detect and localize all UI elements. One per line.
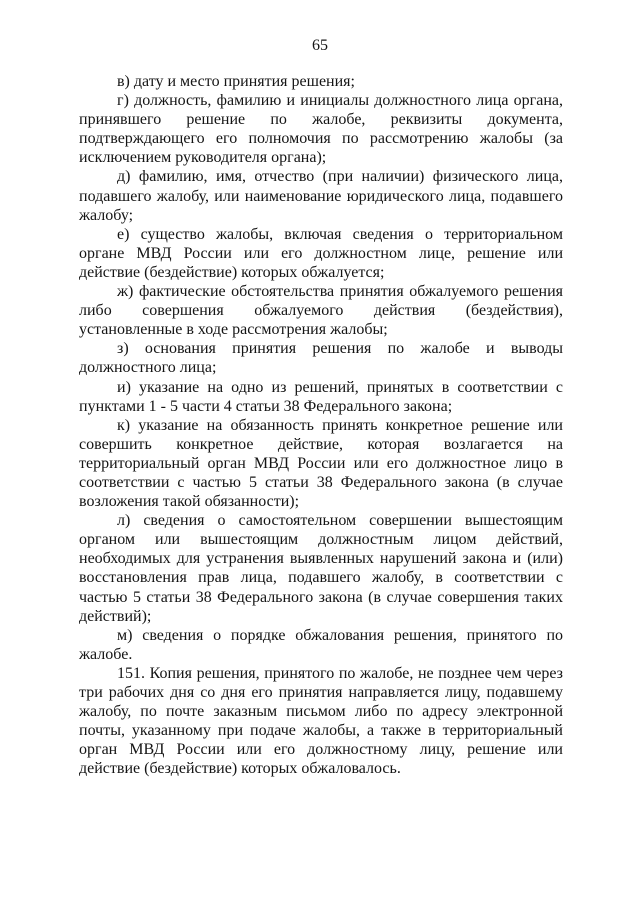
paragraph-item-e: е) существо жалобы, включая сведения о территориальном органе МВД России или его должностном лице, решение или действие (бездействие) которых обжалуется; (79, 225, 563, 281)
document-body (79, 72, 563, 778)
page-number: 65 (312, 37, 328, 54)
paragraph-clause-151: 151. Копия решения, принятого по жалобе, не позднее чем через три рабочих дня со дня его принятия направляется лицу, подавшему жалобу, по почте заказным письмом либо по адресу электронной почты, указанному при подаче жалобы, а также в территориальный орган МВД России или его должностному лицу, решение или действие (бездействие) которых обжаловалось. (79, 664, 563, 778)
paragraph-item-i: и) указание на одно из решений, принятых в соответствии с пунктами 1 - 5 части 4 статьи 38 Федерального закона; (79, 378, 563, 415)
paragraph-item-l: л) сведения о самостоятельном совершении вышестоящим органом или вышестоящим должностным лицом действий, необходимых для устранения выявленных нарушений закона и (или) восстановления прав лица, подавшего жалобу, в соответствии с частью 5 статьи 38 Федерального закона (в случае совершения таких действий); (79, 512, 563, 625)
paragraph-item-v: в) дату и место принятия решения; (117, 73, 355, 90)
paragraph-item-g: г) должность, фамилию и инициалы должностного лица органа, принявшего решение по жалобе, реквизиты документа, подтверждающего его полномочия по рассмотрению жалобы (за исключением руководителя органа); (79, 92, 563, 167)
paragraph-item-zh: ж) фактические обстоятельства принятия обжалуемого решения либо совершения обжалуемого действия (бездействия), установленные в ходе рассмотрения жалобы; (79, 283, 563, 339)
paragraph-item-d: д) фамилию, имя, отчество (при наличии) физического лица, подавшего жалобу, или наименование юридического лица, подавшего жалобу; (79, 168, 563, 224)
paragraph-item-z: з) основания принятия решения по жалобе и выводы должностного лица; (79, 340, 563, 377)
paragraph-item-m: м) сведения о порядке обжалования решения, принятого по жалобе. (79, 626, 563, 663)
paragraph-item-k: к) указание на обязанность принять конкретное решение или совершить конкретное действие, которая возлагается на территориальный орган МВД России или его должностное лицо в соответствии с частью 5 статьи 38 Федерального закона (в случае возложения такой обязанности); (79, 416, 563, 511)
